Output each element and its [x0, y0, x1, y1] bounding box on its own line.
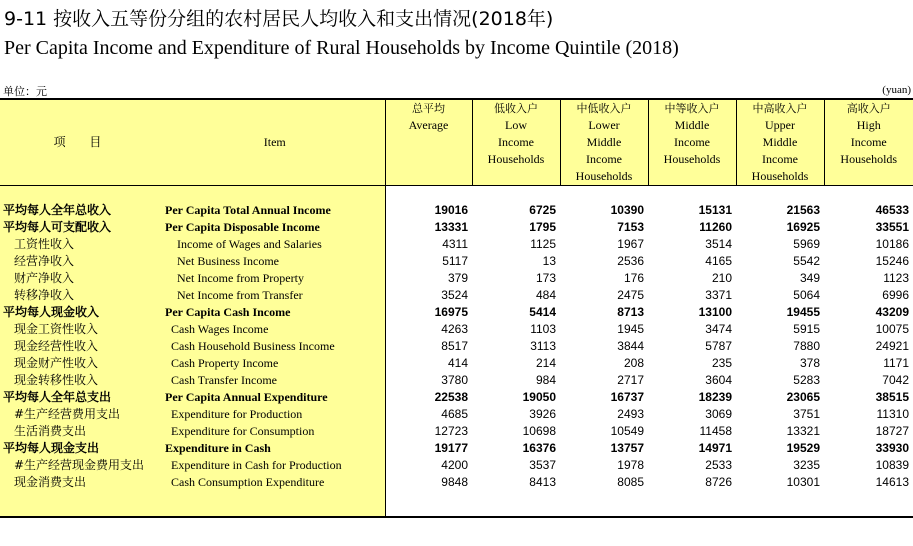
row-label-en: Cash Transfer Income — [165, 372, 385, 389]
row-label-cn: 财产净收入 — [0, 270, 165, 287]
table-cell-value: 10549 — [610, 424, 644, 438]
table-cell-value: 8413 — [529, 475, 556, 489]
table-cell-value: 18727 — [875, 424, 909, 438]
row-label-cn: 转移净收入 — [0, 287, 165, 304]
table-cell-value: 15131 — [698, 203, 732, 217]
table-cell-value: 3474 — [705, 322, 732, 336]
table-cell-value: 23065 — [786, 390, 820, 404]
table-cell-value: 3751 — [793, 407, 820, 421]
table-cell-value: 16975 — [434, 305, 468, 319]
header-col-en-label: Households — [663, 152, 721, 166]
table-cell-value: 1978 — [617, 458, 644, 472]
table-cell-value: 19177 — [434, 441, 468, 455]
header-col-en-label: Middle — [762, 135, 798, 149]
table-row — [0, 253, 913, 270]
header-col-en-label: Income — [586, 152, 622, 166]
table-cell-value: 10301 — [786, 475, 820, 489]
table-cell-value: 3524 — [441, 288, 468, 302]
table-cell-value: 21563 — [786, 203, 820, 217]
table-row — [0, 270, 913, 287]
table-cell-value: 43209 — [875, 305, 909, 319]
table-row — [0, 457, 913, 474]
row-label-cn: 工资性收入 — [0, 236, 165, 253]
header-col-en-label: Income — [674, 135, 710, 149]
table-row — [0, 338, 913, 355]
table-cell-value: 1171 — [883, 356, 909, 370]
table-row — [0, 474, 913, 491]
row-label-cn: #生产经营费用支出 — [0, 406, 165, 423]
spacer-row — [0, 186, 913, 203]
page-title-chinese: 9-11 按收入五等份分组的农村居民人均收入和支出情况(2018年) — [4, 8, 554, 30]
table-row — [0, 202, 913, 219]
row-label-en: Net Business Income — [165, 253, 385, 270]
row-label-cn: 现金财产性收入 — [0, 355, 165, 372]
table-cell-value: 378 — [799, 356, 820, 370]
table-cell-value: 11260 — [699, 220, 732, 234]
table-cell-value: 16737 — [610, 390, 644, 404]
header-col-en-label: Households — [487, 152, 545, 166]
header-col-cn-label: 总平均 — [412, 102, 445, 115]
table-row — [0, 219, 913, 236]
header-col-low-income — [472, 99, 560, 186]
table-row — [0, 236, 913, 253]
table-cell-value: 484 — [535, 288, 556, 302]
row-label-cn: 平均每人现金收入 — [0, 304, 165, 321]
header-item-en: Item — [165, 99, 385, 186]
row-label-cn: 平均每人现金支出 — [0, 440, 165, 457]
income-expenditure-table — [0, 98, 913, 518]
table-cell-value: 3926 — [529, 407, 556, 421]
table-cell-value: 12723 — [434, 424, 468, 438]
row-label-cn: 经营净收入 — [0, 253, 165, 270]
row-label-en: Cash Wages Income — [165, 321, 385, 338]
header-col-en-label: Income — [850, 135, 887, 149]
header-col-upper-middle-income — [736, 99, 824, 186]
table-cell-value: 1103 — [530, 322, 556, 336]
table-cell-value: 8517 — [441, 339, 468, 353]
header-col-en-label: Lower — [588, 118, 620, 132]
table-cell-value: 984 — [535, 373, 556, 387]
table-cell-value: 414 — [447, 356, 468, 370]
table-cell-value: 22538 — [434, 390, 468, 404]
row-label-cn: 平均每人可支配收入 — [0, 219, 165, 236]
table-cell-value: 8726 — [705, 475, 732, 489]
header-col-en-label: Upper — [765, 118, 795, 132]
table-cell-value: 11310 — [876, 407, 909, 421]
table-cell-value: 349 — [799, 271, 820, 285]
header-col-middle-income — [648, 99, 736, 186]
table-cell-value: 19455 — [786, 305, 820, 319]
table-cell-value: 3113 — [530, 339, 556, 353]
header-col-cn-label: 中高收入户 — [752, 102, 808, 115]
unit-label-english: (yuan) — [882, 84, 911, 96]
header-col-en-label: Low — [505, 118, 527, 132]
row-label-cn: 现金经营性收入 — [0, 338, 165, 355]
table-cell-value: 2533 — [705, 458, 732, 472]
table-cell-value: 19529 — [786, 441, 820, 455]
table-cell-value: 16925 — [786, 220, 820, 234]
row-label-cn: 现金工资性收入 — [0, 321, 165, 338]
table-cell-value: 5283 — [793, 373, 820, 387]
table-row — [0, 304, 913, 321]
table-cell-value: 5414 — [529, 305, 556, 319]
header-col-en-label: Income — [762, 152, 798, 166]
table-cell-value: 7042 — [882, 373, 909, 387]
table-cell-value: 19050 — [522, 390, 556, 404]
table-cell-value: 2493 — [617, 407, 644, 421]
table-cell-value: 10698 — [522, 424, 556, 438]
table-header-row — [0, 99, 913, 186]
table-cell-value: 5915 — [793, 322, 820, 336]
table-cell-value: 19016 — [434, 203, 468, 217]
table-cell-value: 13321 — [786, 424, 820, 438]
row-label-en: Cash Household Business Income — [165, 338, 385, 355]
header-col-en-label: Average — [408, 118, 449, 132]
row-label-cn: 平均每人全年总支出 — [0, 389, 165, 406]
table-cell-value: 235 — [711, 356, 732, 370]
table-row — [0, 321, 913, 338]
row-label-cn: 平均每人全年总收入 — [0, 202, 165, 219]
row-label-en: Expenditure in Cash for Production — [165, 457, 385, 474]
header-col-cn-label: 低收入户 — [494, 102, 538, 115]
table-cell-value: 3371 — [705, 288, 732, 302]
header-col-average — [385, 99, 472, 186]
table-cell-value: 46533 — [875, 203, 909, 217]
table-cell-value: 2475 — [617, 288, 644, 302]
table-cell-value: 3069 — [705, 407, 732, 421]
row-label-en: Per Capita Disposable Income — [165, 219, 385, 236]
table-cell-value: 3780 — [441, 373, 468, 387]
header-col-en-label: Middle — [586, 135, 622, 149]
header-col-en-label: Households — [751, 169, 809, 183]
header-col-en-label: High — [856, 118, 881, 132]
table-cell-value: 5542 — [793, 254, 820, 268]
table-cell-value: 379 — [447, 271, 468, 285]
table-cell-value: 18239 — [698, 390, 732, 404]
table-cell-value: 10186 — [875, 237, 909, 251]
table-cell-value: 1967 — [617, 237, 644, 251]
row-label-cn: 现金消费支出 — [0, 474, 165, 491]
table-cell-value: 24921 — [875, 339, 909, 353]
row-label-en: Net Income from Transfer — [165, 287, 385, 304]
table-cell-value: 208 — [623, 356, 644, 370]
table-cell-value: 3604 — [705, 373, 732, 387]
row-label-en: Expenditure for Production — [165, 406, 385, 423]
table-cell-value: 10390 — [610, 203, 644, 217]
table-cell-value: 210 — [711, 271, 732, 285]
table-cell-value: 2717 — [617, 373, 644, 387]
table-cell-value: 15246 — [875, 254, 909, 268]
row-label-en: Per Capita Annual Expenditure — [165, 389, 385, 406]
row-label-en: Expenditure for Consumption — [165, 423, 385, 440]
table-row — [0, 423, 913, 440]
header-item-cn: 项 目 — [0, 99, 165, 186]
table-cell-value: 33551 — [875, 220, 909, 234]
row-label-en: Per Capita Total Annual Income — [165, 202, 385, 219]
header-col-en-label: Middle — [674, 118, 710, 132]
table-cell-value: 9848 — [441, 475, 468, 489]
header-col-high-income — [824, 99, 913, 186]
header-col-cn-label: 高收入户 — [846, 102, 891, 115]
table-cell-value: 38515 — [875, 390, 909, 404]
table-cell-value: 14971 — [698, 441, 732, 455]
header-col-cn-label: 中低收入户 — [576, 102, 632, 115]
table-cell-value: 5787 — [705, 339, 732, 353]
table-row — [0, 406, 913, 423]
header-col-lower-middle-income — [560, 99, 648, 186]
table-cell-value: 8085 — [617, 475, 644, 489]
table-cell-value: 4311 — [442, 237, 468, 251]
table-cell-value: 1123 — [883, 271, 909, 285]
table-cell-value: 4263 — [441, 322, 468, 336]
table-cell-value: 1945 — [617, 322, 644, 336]
table-cell-value: 5064 — [793, 288, 820, 302]
table-cell-value: 13100 — [698, 305, 732, 319]
row-label-en: Income of Wages and Salaries — [165, 236, 385, 253]
table-cell-value: 3235 — [793, 458, 820, 472]
table-cell-value: 4685 — [441, 407, 468, 421]
table-cell-value: 1125 — [530, 237, 556, 251]
table-cell-value: 7880 — [793, 339, 820, 353]
table-cell-value: 4200 — [441, 458, 468, 472]
table-cell-value: 5969 — [793, 237, 820, 251]
table-cell-value: 3514 — [705, 237, 732, 251]
row-label-en: Expenditure in Cash — [165, 440, 385, 457]
header-col-en-label: Income — [498, 135, 534, 149]
table-cell-value: 10075 — [875, 322, 909, 336]
row-label-en: Per Capita Cash Income — [165, 304, 385, 321]
table-cell-value: 173 — [535, 271, 556, 285]
table-row — [0, 372, 913, 389]
row-label-cn: 生活消费支出 — [0, 423, 165, 440]
spacer-row — [0, 491, 913, 517]
table-cell-value: 5117 — [442, 254, 468, 268]
table-cell-value: 6996 — [882, 288, 909, 302]
row-label-en: Cash Consumption Expenditure — [165, 474, 385, 491]
header-col-en-label: Households — [840, 152, 898, 166]
table-cell-value: 7153 — [617, 220, 644, 234]
table-row — [0, 287, 913, 304]
table-cell-value: 11458 — [699, 424, 732, 438]
table-cell-value: 13331 — [434, 220, 468, 234]
table-cell-value: 13 — [542, 254, 556, 268]
unit-label-chinese: 单位：元 — [3, 85, 47, 98]
table-row — [0, 440, 913, 457]
page-title-english: Per Capita Income and Expenditure of Rural Households by Income Quintile (2018) — [4, 37, 679, 59]
row-label-en: Cash Property Income — [165, 355, 385, 372]
table-cell-value: 4165 — [705, 254, 732, 268]
table-cell-value: 13757 — [610, 441, 644, 455]
row-label-cn: 现金转移性收入 — [0, 372, 165, 389]
table-cell-value: 2536 — [617, 254, 644, 268]
table-cell-value: 214 — [535, 356, 556, 370]
table-cell-value: 33930 — [875, 441, 909, 455]
table-row — [0, 355, 913, 372]
table-cell-value: 16376 — [522, 441, 556, 455]
row-label-en: Net Income from Property — [165, 270, 385, 287]
table-cell-value: 14613 — [875, 475, 909, 489]
header-col-en-label: Households — [575, 169, 633, 183]
header-col-cn-label: 中等收入户 — [664, 102, 720, 115]
table-row — [0, 389, 913, 406]
table-cell-value: 3844 — [617, 339, 644, 353]
table-cell-value: 3537 — [529, 458, 556, 472]
table-cell-value: 8713 — [617, 305, 644, 319]
table-cell-value: 10839 — [875, 458, 909, 472]
table-cell-value: 6725 — [529, 203, 556, 217]
table-cell-value: 176 — [623, 271, 644, 285]
row-label-cn: #生产经营现金费用支出 — [0, 457, 165, 474]
table-cell-value: 1795 — [529, 220, 556, 234]
